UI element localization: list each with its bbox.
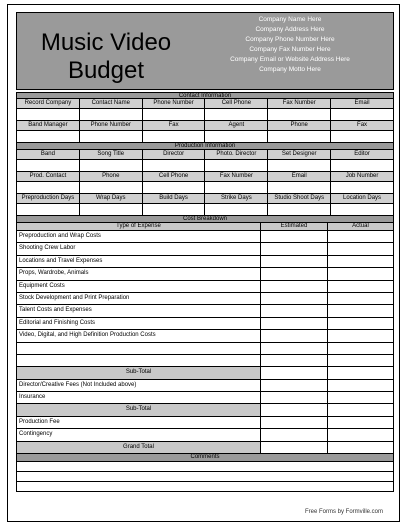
label-phone-number: Phone Number: [143, 99, 206, 108]
contact-fields-row-1: [16, 109, 394, 121]
label-preproduction-days: Preproduction Days: [17, 194, 80, 203]
cost-item-label: Props, Wardrobe, Animals: [17, 268, 261, 279]
label-agent-fax: Fax: [357, 122, 368, 128]
label-editor: Editor: [354, 151, 370, 157]
production-fields-row-2: [16, 182, 394, 194]
field-prod-cell[interactable]: [143, 182, 206, 193]
label-build-days: Build Days: [143, 194, 206, 203]
cost-band: Cost Breakdown: [16, 216, 394, 223]
field-manager-fax[interactable]: [143, 131, 206, 142]
estimated-field[interactable]: [261, 380, 328, 391]
cost-item-label: Production Fee: [17, 417, 261, 428]
label-record-company: Record Company: [17, 99, 80, 108]
estimated-field[interactable]: [261, 343, 328, 354]
comments-line[interactable]: [16, 472, 394, 482]
subtotal-label: Sub-Total: [17, 404, 261, 415]
subtotal-row-2: [16, 404, 394, 416]
col-actual: Actual: [352, 223, 369, 229]
company-phone: Company Phone Number Here: [245, 36, 335, 43]
production-band: Production Information: [16, 143, 394, 150]
comments-line[interactable]: [16, 462, 394, 472]
company-name: Company Name Here: [258, 16, 322, 23]
company-email: Company Email or Website Address Here: [230, 56, 350, 63]
cost-row: [16, 355, 394, 367]
label-job-number: Job Number: [345, 173, 379, 179]
subtotal-label: Sub-Total: [17, 367, 261, 378]
label-band: Band: [17, 150, 80, 159]
label-prod-phone: Phone: [80, 172, 143, 181]
cost-row: [16, 392, 394, 404]
company-fax: Company Fax Number Here: [249, 46, 331, 53]
field-wrap-days[interactable]: [80, 204, 143, 215]
form-grid: [16, 92, 394, 492]
label-fax-number: Fax Number: [268, 99, 331, 108]
field-email[interactable]: [331, 109, 393, 120]
actual-field[interactable]: [328, 330, 393, 341]
field-band[interactable]: [17, 160, 80, 171]
actual-field[interactable]: [328, 231, 393, 242]
cost-item-label: Preproduction and Wrap Costs: [17, 231, 261, 242]
field-preproduction-days[interactable]: [17, 204, 80, 215]
production-fields-row-3: [16, 204, 394, 216]
field-studio-shoot-days[interactable]: [268, 204, 331, 215]
actual-field[interactable]: [328, 256, 393, 267]
budget-form: [7, 4, 400, 522]
contact-fields-row-2: [16, 131, 394, 143]
estimated-field[interactable]: [261, 243, 328, 254]
field-contact-name[interactable]: [80, 109, 143, 120]
contact-labels-row-1: [16, 99, 394, 109]
cost-row: [16, 343, 394, 355]
production-labels-row-1: [16, 150, 394, 160]
grand-total-actual[interactable]: [328, 442, 393, 453]
label-agent: Agent: [205, 121, 268, 130]
actual-field[interactable]: [328, 268, 393, 279]
estimated-field[interactable]: [261, 355, 328, 366]
cost-row: [16, 281, 394, 293]
estimated-field[interactable]: [261, 256, 328, 267]
col-estimated: Estimated: [261, 223, 328, 230]
subtotal-estimated[interactable]: [261, 404, 328, 415]
field-phone-number[interactable]: [143, 109, 206, 120]
label-location-days: Location Days: [343, 195, 382, 201]
field-fax-number[interactable]: [268, 109, 331, 120]
actual-field[interactable]: [328, 243, 393, 254]
field-song-title[interactable]: [80, 160, 143, 171]
cost-row: [16, 380, 394, 392]
company-address: Company Address Here: [255, 26, 325, 33]
cost-item-label: Director/Creative Fees (Not Included above): [17, 380, 261, 391]
label-contact-name: Contact Name: [80, 99, 143, 108]
label-prod-fax: Fax Number: [205, 172, 268, 181]
contact-labels-row-2: [16, 121, 394, 131]
production-labels-row-3: [16, 194, 394, 204]
field-prod-email[interactable]: [268, 182, 331, 193]
actual-field[interactable]: [328, 417, 393, 428]
estimated-field[interactable]: [261, 293, 328, 304]
cost-item-label: Stock Development and Print Preparation: [17, 293, 261, 304]
field-editor[interactable]: [331, 160, 393, 171]
cost-item-label: Shooting Crew Labor: [17, 243, 261, 254]
field-manager-phone[interactable]: [80, 131, 143, 142]
actual-field[interactable]: [328, 392, 393, 403]
field-agent-fax[interactable]: [331, 131, 393, 142]
estimated-field[interactable]: [261, 330, 328, 341]
comments-line[interactable]: [16, 482, 394, 492]
cost-row: [16, 243, 394, 255]
title-line-1: Music Video: [40, 29, 172, 56]
field-agent[interactable]: [205, 131, 268, 142]
field-band-manager[interactable]: [17, 131, 80, 142]
label-prod-cell: Cell Phone: [143, 172, 206, 181]
cost-item-label: Locations and Travel Expenses: [17, 256, 261, 267]
actual-field[interactable]: [328, 318, 393, 329]
estimated-field[interactable]: [261, 417, 328, 428]
cost-item-label: Equipment Costs: [17, 281, 261, 292]
estimated-field[interactable]: [261, 268, 328, 279]
cost-header-row: [16, 223, 394, 231]
cost-item-label[interactable]: [17, 355, 261, 366]
field-director[interactable]: [143, 160, 206, 171]
contact-band: Contact Information: [16, 92, 394, 99]
form-header: [16, 12, 394, 90]
label-studio-shoot-days: Studio Shoot Days: [268, 194, 331, 203]
cost-row: [16, 330, 394, 342]
label-agent-phone: Phone: [268, 121, 331, 130]
label-photo-director: Photo. Director: [205, 150, 268, 159]
cost-row: [16, 305, 394, 317]
footer-credit: Free Forms by Formville.com: [304, 509, 383, 515]
label-wrap-days: Wrap Days: [80, 194, 143, 203]
actual-field[interactable]: [328, 293, 393, 304]
field-agent-phone[interactable]: [268, 131, 331, 142]
label-song-title: Song Title: [80, 150, 143, 159]
grand-total-estimated[interactable]: [261, 442, 328, 453]
cost-item-label: Insurance: [17, 392, 261, 403]
label-set-designer: Set Designer: [268, 150, 331, 159]
estimated-field[interactable]: [261, 429, 328, 440]
actual-field[interactable]: [328, 305, 393, 316]
field-build-days[interactable]: [143, 204, 206, 215]
cost-item-label: Contingency: [17, 429, 261, 440]
cost-item-label: Video, Digital, and High Definition Production Costs: [17, 330, 261, 341]
cost-row: [16, 231, 394, 243]
estimated-field[interactable]: [261, 318, 328, 329]
subtotal-row-1: [16, 367, 394, 379]
estimated-field[interactable]: [261, 281, 328, 292]
label-manager-fax: Fax: [143, 121, 206, 130]
cost-row: [16, 293, 394, 305]
estimated-field[interactable]: [261, 305, 328, 316]
actual-field[interactable]: [328, 429, 393, 440]
field-cell-phone[interactable]: [205, 109, 268, 120]
subtotal-actual[interactable]: [328, 367, 393, 378]
cost-item-label: Editorial and Finishing Costs: [17, 318, 261, 329]
field-record-company[interactable]: [17, 109, 80, 120]
cost-row: [16, 268, 394, 280]
label-manager-phone: Phone Number: [80, 121, 143, 130]
label-cell-phone: Cell Phone: [205, 99, 268, 108]
actual-field[interactable]: [328, 343, 393, 354]
cost-row: [16, 256, 394, 268]
production-labels-row-2: [16, 172, 394, 182]
cost-row: [16, 429, 394, 441]
grand-total-row: [16, 442, 394, 454]
title-line-2: Budget: [67, 57, 145, 84]
field-prod-fax[interactable]: [205, 182, 268, 193]
cost-row: [16, 417, 394, 429]
label-director: Director: [143, 150, 206, 159]
cost-item-label[interactable]: [17, 343, 261, 354]
field-prod-phone[interactable]: [80, 182, 143, 193]
field-strike-days[interactable]: [205, 204, 268, 215]
label-email: Email: [354, 100, 370, 106]
subtotal-actual[interactable]: [328, 404, 393, 415]
production-fields-row-1: [16, 160, 394, 172]
company-motto: Company Motto Here: [259, 66, 321, 73]
actual-field[interactable]: [328, 355, 393, 366]
label-prod-email: Email: [268, 172, 331, 181]
col-type-of-expense: Type of Expense: [17, 223, 261, 230]
label-strike-days: Strike Days: [205, 194, 268, 203]
estimated-field[interactable]: [261, 231, 328, 242]
form-title: [31, 29, 181, 85]
company-info: [195, 15, 385, 75]
field-location-days[interactable]: [331, 204, 393, 215]
field-job-number[interactable]: [331, 182, 393, 193]
field-prod-contact[interactable]: [17, 182, 80, 193]
actual-field[interactable]: [328, 380, 393, 391]
grand-total-label: Grand Total: [17, 442, 261, 453]
actual-field[interactable]: [328, 281, 393, 292]
cost-item-label: Talent Costs and Expenses: [17, 305, 261, 316]
cost-row: [16, 318, 394, 330]
estimated-field[interactable]: [261, 392, 328, 403]
label-prod-contact: Prod. Contact: [17, 172, 80, 181]
subtotal-estimated[interactable]: [261, 367, 328, 378]
field-photo-director[interactable]: [205, 160, 268, 171]
comments-band: Comments: [16, 454, 394, 462]
label-band-manager: Band Manager: [17, 121, 80, 130]
field-set-designer[interactable]: [268, 160, 331, 171]
